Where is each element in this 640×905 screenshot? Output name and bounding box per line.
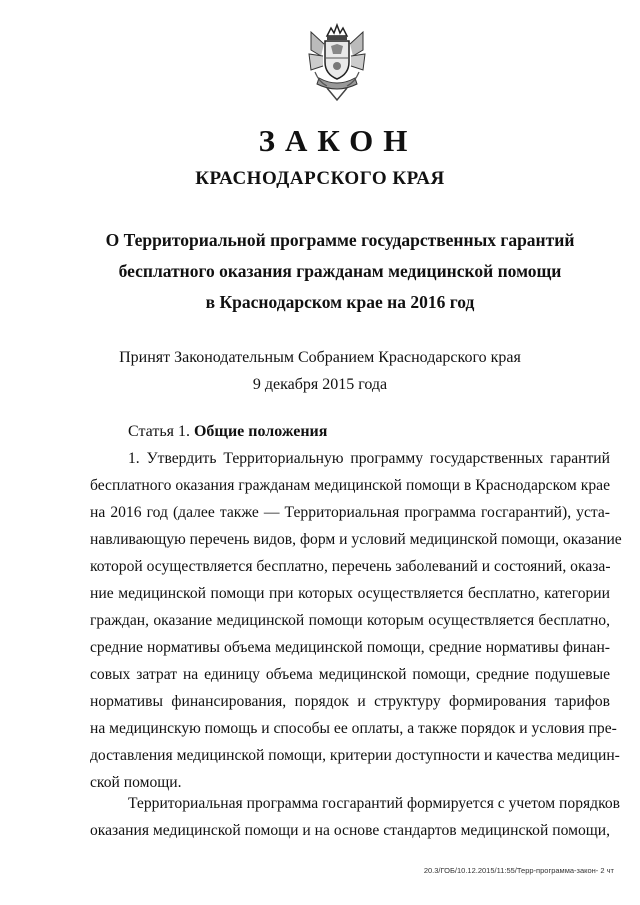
adoption-date: 9 декабря 2015 года (252, 376, 388, 393)
paragraph-line: 1. Утвердить Территориальную программу государственных гарантий (128, 450, 610, 467)
region-heading: КРАСНОДАРСКОГО КРАЯ (195, 168, 445, 189)
paragraph-1 (90, 445, 622, 796)
paragraph-2 (90, 790, 621, 844)
paragraph-line: на 2016 год (далее также — Территориальная программа госгарантий), уста- (90, 504, 610, 521)
document-footer-code: 20.3/ГОБ/10.12.2015/11:55/Терр-программа-закон- 2 чт (423, 866, 614, 875)
article-name: Общие положения (193, 423, 328, 440)
article-number: Статья 1. (128, 423, 190, 440)
paragraph-line: доставления медицинской помощи, критерии доступности и качества медицин- (90, 747, 620, 764)
law-title-line-1: О Территориальной программе государственных гарантий (105, 230, 575, 250)
paragraph-line: ской помощи. (90, 774, 182, 791)
adoption-body: Принят Законодательным Собранием Краснодарского края (119, 349, 521, 366)
article-heading (128, 423, 327, 441)
law-title-line-3: в Краснодарском крае на 2016 год (205, 292, 475, 312)
paragraph-line: оказания медицинской помощи и на основе стандартов медицинской помощи, (90, 822, 610, 839)
paragraph-line: бесплатного оказания гражданам медицинской помощи в Краснодарском крае (90, 477, 610, 494)
law-title-line-2: бесплатного оказания гражданам медицинской помощи (118, 261, 562, 281)
paragraph-line: совых затрат на единицу объема медицинской помощи, средние подушевые (90, 666, 610, 683)
law-title (100, 225, 580, 318)
adoption-note (0, 344, 640, 398)
paragraph-line: граждан, оказание медицинской помощи которым осуществляется бесплатно, (90, 612, 610, 629)
paragraph-line: на медицинскую помощь и способы ее оплаты, а также порядок и условия пре- (90, 720, 617, 737)
paragraph-line: которой осуществляется бесплатно, перечень заболеваний и состояний, оказа- (90, 558, 611, 575)
document-type-heading: ЗАКОН (258, 123, 418, 158)
paragraph-line: ние медицинской помощи при которых осуществляется бесплатно, категории (90, 585, 610, 602)
paragraph-line: Территориальная программа госгарантий формируется с учетом порядков (128, 795, 621, 812)
paragraph-line: нормативы финансирования, порядок и структуру формирования тарифов (90, 693, 610, 710)
coat-of-arms-emblem (305, 22, 369, 102)
paragraph-line: навливающую перечень видов, форм и условий медицинской помощи, оказание (90, 531, 622, 548)
paragraph-line: средние нормативы объема медицинской помощи, средние нормативы финан- (90, 639, 610, 656)
